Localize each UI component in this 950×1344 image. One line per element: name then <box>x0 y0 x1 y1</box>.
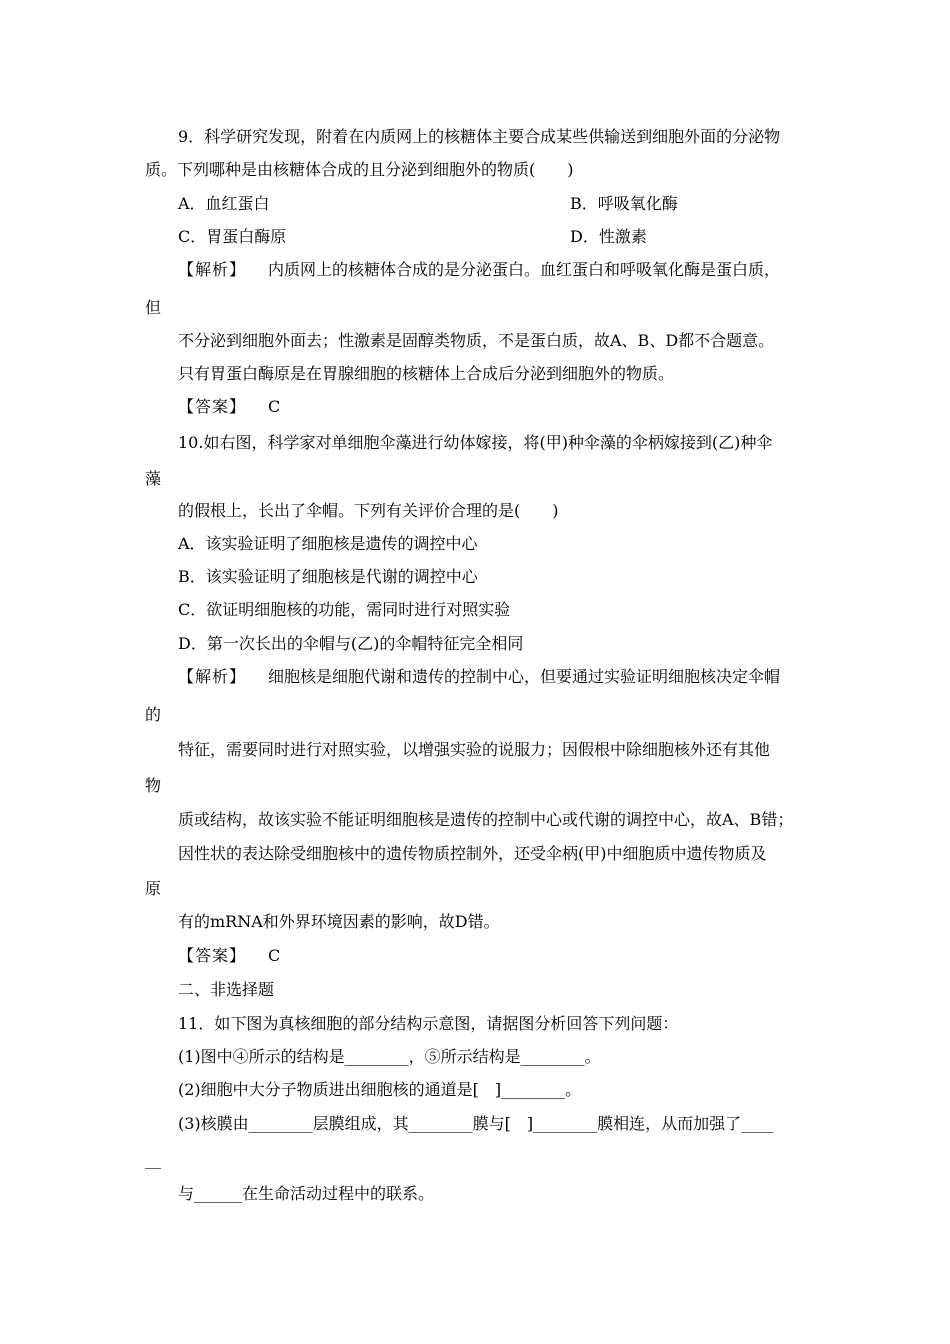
q10-analysis-wrap3: 原 <box>145 879 162 898</box>
q9-option-d: D．性激素 <box>570 227 647 246</box>
q9-analysis-line3: 只有胃蛋白酶原是在胃腺细胞的核糖体上合成后分泌到细胞外的物质。 <box>178 364 675 383</box>
q10-analysis-line2: 特征，需要同时进行对照实验，以增强实验的说服力；因假根中除细胞核外还有其他 <box>178 740 771 759</box>
q9-stem-line2: 质。下列哪种是由核糖体合成的且分泌到细胞外的物质( ) <box>145 160 574 179</box>
q9-stem-line1: 9．科学研究发现，附着在内质网上的核糖体主要合成某些供输送到细胞外面的分泌物 <box>178 127 781 146</box>
q9-answer <box>178 397 280 417</box>
q11-stem: 11．如下图为真核细胞的部分结构示意图，请据图分析回答下列问题： <box>178 1014 679 1033</box>
q10-answer-value: C <box>268 946 281 965</box>
q10-stem-line1: 10.如右图，科学家对单细胞伞藻进行幼体嫁接，将(甲)种伞藻的伞柄嫁接到(乙)种伞 <box>178 433 773 452</box>
q10-analysis-line5: 有的mRNA和外界环境因素的影响，故D错。 <box>178 912 500 931</box>
q9-option-b: B．呼吸氧化酶 <box>570 194 678 213</box>
q10-analysis-wrap1: 的 <box>145 705 162 724</box>
q10-analysis-text1: 细胞核是细胞代谢和遗传的控制中心，但要通过实验证明细胞核决定伞帽 <box>268 667 781 686</box>
q11-sub3-wrap: __ <box>145 1150 161 1169</box>
q10-analysis-wrap2: 物 <box>145 776 162 795</box>
q10-analysis-line4: 因性状的表达除受细胞核中的遗传物质控制外，还受伞柄(甲)中细胞质中遗传物质及 <box>178 844 767 863</box>
q10-option-c: C．欲证明细胞核的功能，需同时进行对照实验 <box>178 600 511 619</box>
q11-sub3-cont: 与______在生命活动过程中的联系。 <box>178 1184 435 1203</box>
q10-answer-tag: 【答案】 <box>178 946 247 965</box>
q10-answer <box>178 946 280 966</box>
q9-analysis-line1 <box>178 260 780 280</box>
q9-analysis-wrap1: 但 <box>145 298 162 317</box>
q11-sub2: (2)细胞中大分子物质进出细胞核的通道是[ ]________。 <box>178 1080 582 1099</box>
q9-option-a: A．血红蛋白 <box>178 194 270 213</box>
q11-sub1: (1)图中④所示的结构是________，⑤所示结构是________。 <box>178 1047 601 1066</box>
q10-stem-wrap1: 藻 <box>145 469 162 488</box>
q10-analysis-line3: 质或结构，故该实验不能证明细胞核是遗传的控制中心或代谢的调控中心，故A、B错； <box>178 810 794 829</box>
q10-option-a: A．该实验证明了细胞核是遗传的调控中心 <box>178 534 478 553</box>
q9-analysis-line2: 不分泌到细胞外面去；性激素是固醇类物质，不是蛋白质，故A、B、D都不合题意。 <box>178 331 775 350</box>
q11-sub3: (3)核膜由________层膜组成，其________膜与[ ]________膜相连，从而加强了____ <box>178 1114 774 1133</box>
q10-option-d: D．第一次长出的伞帽与(乙)的伞帽特征完全相同 <box>178 634 524 653</box>
section-title: 二、非选择题 <box>178 980 275 999</box>
q9-answer-value: C <box>268 397 281 416</box>
q10-stem-line2: 的假根上，长出了伞帽。下列有关评价合理的是( ) <box>178 501 559 520</box>
q9-analysis-tag: 【解析】 <box>178 260 247 279</box>
q9-option-c: C．胃蛋白酶原 <box>178 227 287 246</box>
q9-answer-tag: 【答案】 <box>178 397 247 416</box>
q10-analysis-tag: 【解析】 <box>178 667 247 686</box>
q10-analysis-line1 <box>178 667 780 687</box>
q10-option-b: B．该实验证明了细胞核是代谢的调控中心 <box>178 567 478 586</box>
q9-analysis-text1: 内质网上的核糖体合成的是分泌蛋白。血红蛋白和呼吸氧化酶是蛋白质， <box>268 260 781 279</box>
